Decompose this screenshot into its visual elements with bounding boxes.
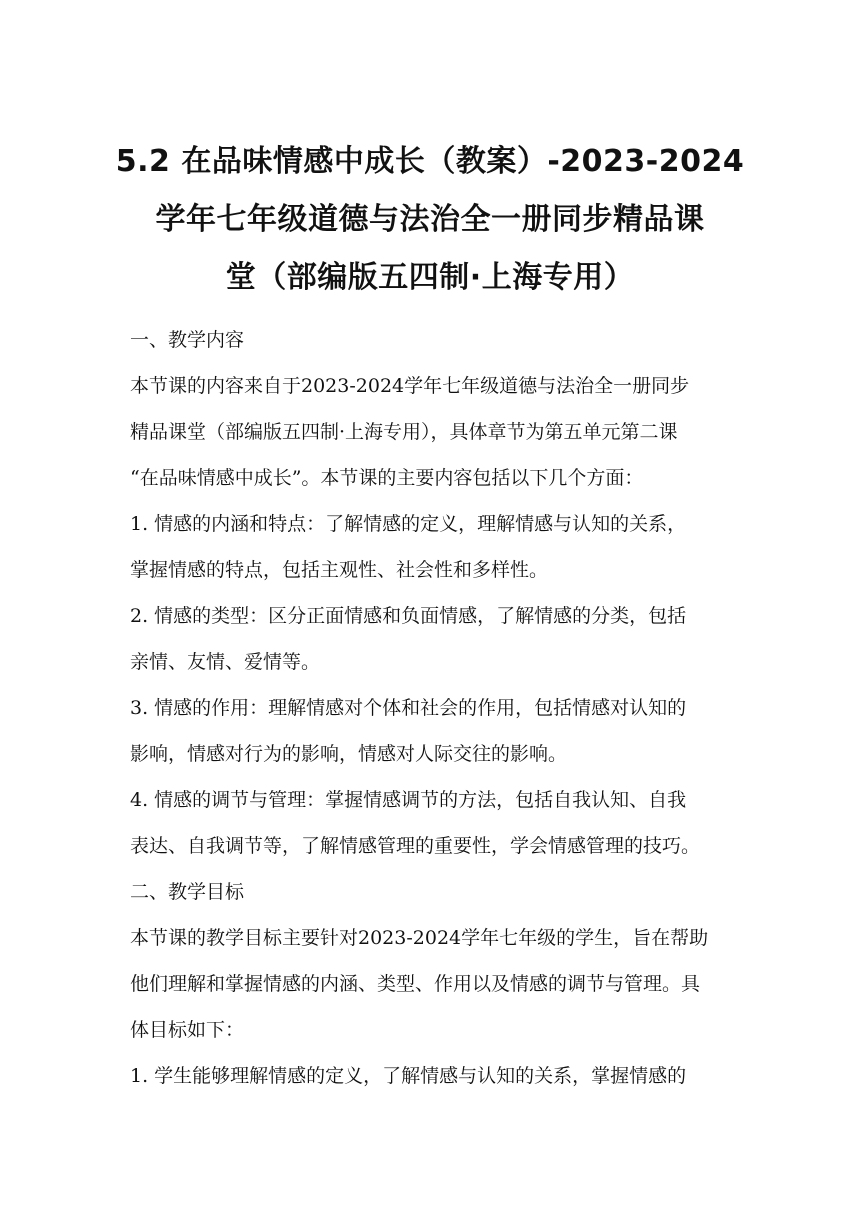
text-line: 1. 情感的内涵和特点：了解情感的定义，理解情感与认知的关系， — [130, 513, 687, 535]
paragraph-intro — [130, 369, 740, 495]
text-line: 精品课堂（部编版五四制·上海专用），具体章节为第五单元第二课 — [130, 421, 678, 443]
list-item-4 — [130, 783, 740, 863]
text-line: 3. 情感的作用：理解情感对个体和社会的作用，包括情感对认知的 — [130, 697, 687, 719]
list-item-3 — [130, 691, 740, 771]
title-line: 学年七年级道德与法治全一册同步精品课 — [155, 202, 705, 237]
section-heading-teaching-content — [130, 323, 740, 357]
text-line: 亲情、友情、爱情等。 — [130, 651, 321, 673]
section-heading-teaching-goals — [130, 875, 740, 909]
goal-item-1 — [130, 1059, 740, 1093]
list-item-2 — [130, 599, 740, 679]
text-line: 他们理解和掌握情感的内涵、类型、作用以及情感的调节与管理。具 — [130, 973, 701, 995]
list-item-1 — [130, 507, 740, 587]
title-line: 堂（部编版五四制·上海专用） — [225, 260, 635, 295]
text-line: 2. 情感的类型：区分正面情感和负面情感，了解情感的分类，包括 — [130, 605, 687, 627]
paragraph-goals-intro — [130, 921, 740, 1047]
text-line: 体目标如下： — [130, 1019, 245, 1041]
title-line: 5.2 在品味情感中成长（教案）-2023-2024 — [115, 144, 745, 179]
text-line: 一、教学内容 — [130, 329, 245, 351]
text-line: 表达、自我调节等，了解情感管理的重要性，学会情感管理的技巧。 — [130, 835, 701, 857]
text-line: 本节课的教学目标主要针对2023-2024学年七年级的学生，旨在帮助 — [130, 927, 709, 949]
text-line: 影响，情感对行为的影响，情感对人际交往的影响。 — [130, 743, 568, 765]
document-title — [110, 133, 750, 307]
text-line: 二、教学目标 — [130, 881, 245, 903]
text-line: 4. 情感的调节与管理：掌握情感调节的方法，包括自我认知、自我 — [130, 789, 687, 811]
text-line: 掌握情感的特点，包括主观性、社会性和多样性。 — [130, 559, 549, 581]
text-line: “在品味情感中成长”。本节课的主要内容包括以下几个方面： — [130, 467, 644, 489]
text-line: 1. 学生能够理解情感的定义，了解情感与认知的关系，掌握情感的 — [130, 1065, 687, 1087]
document-body — [130, 323, 740, 1093]
text-line: 本节课的内容来自于2023-2024学年七年级道德与法治全一册同步 — [130, 375, 690, 397]
